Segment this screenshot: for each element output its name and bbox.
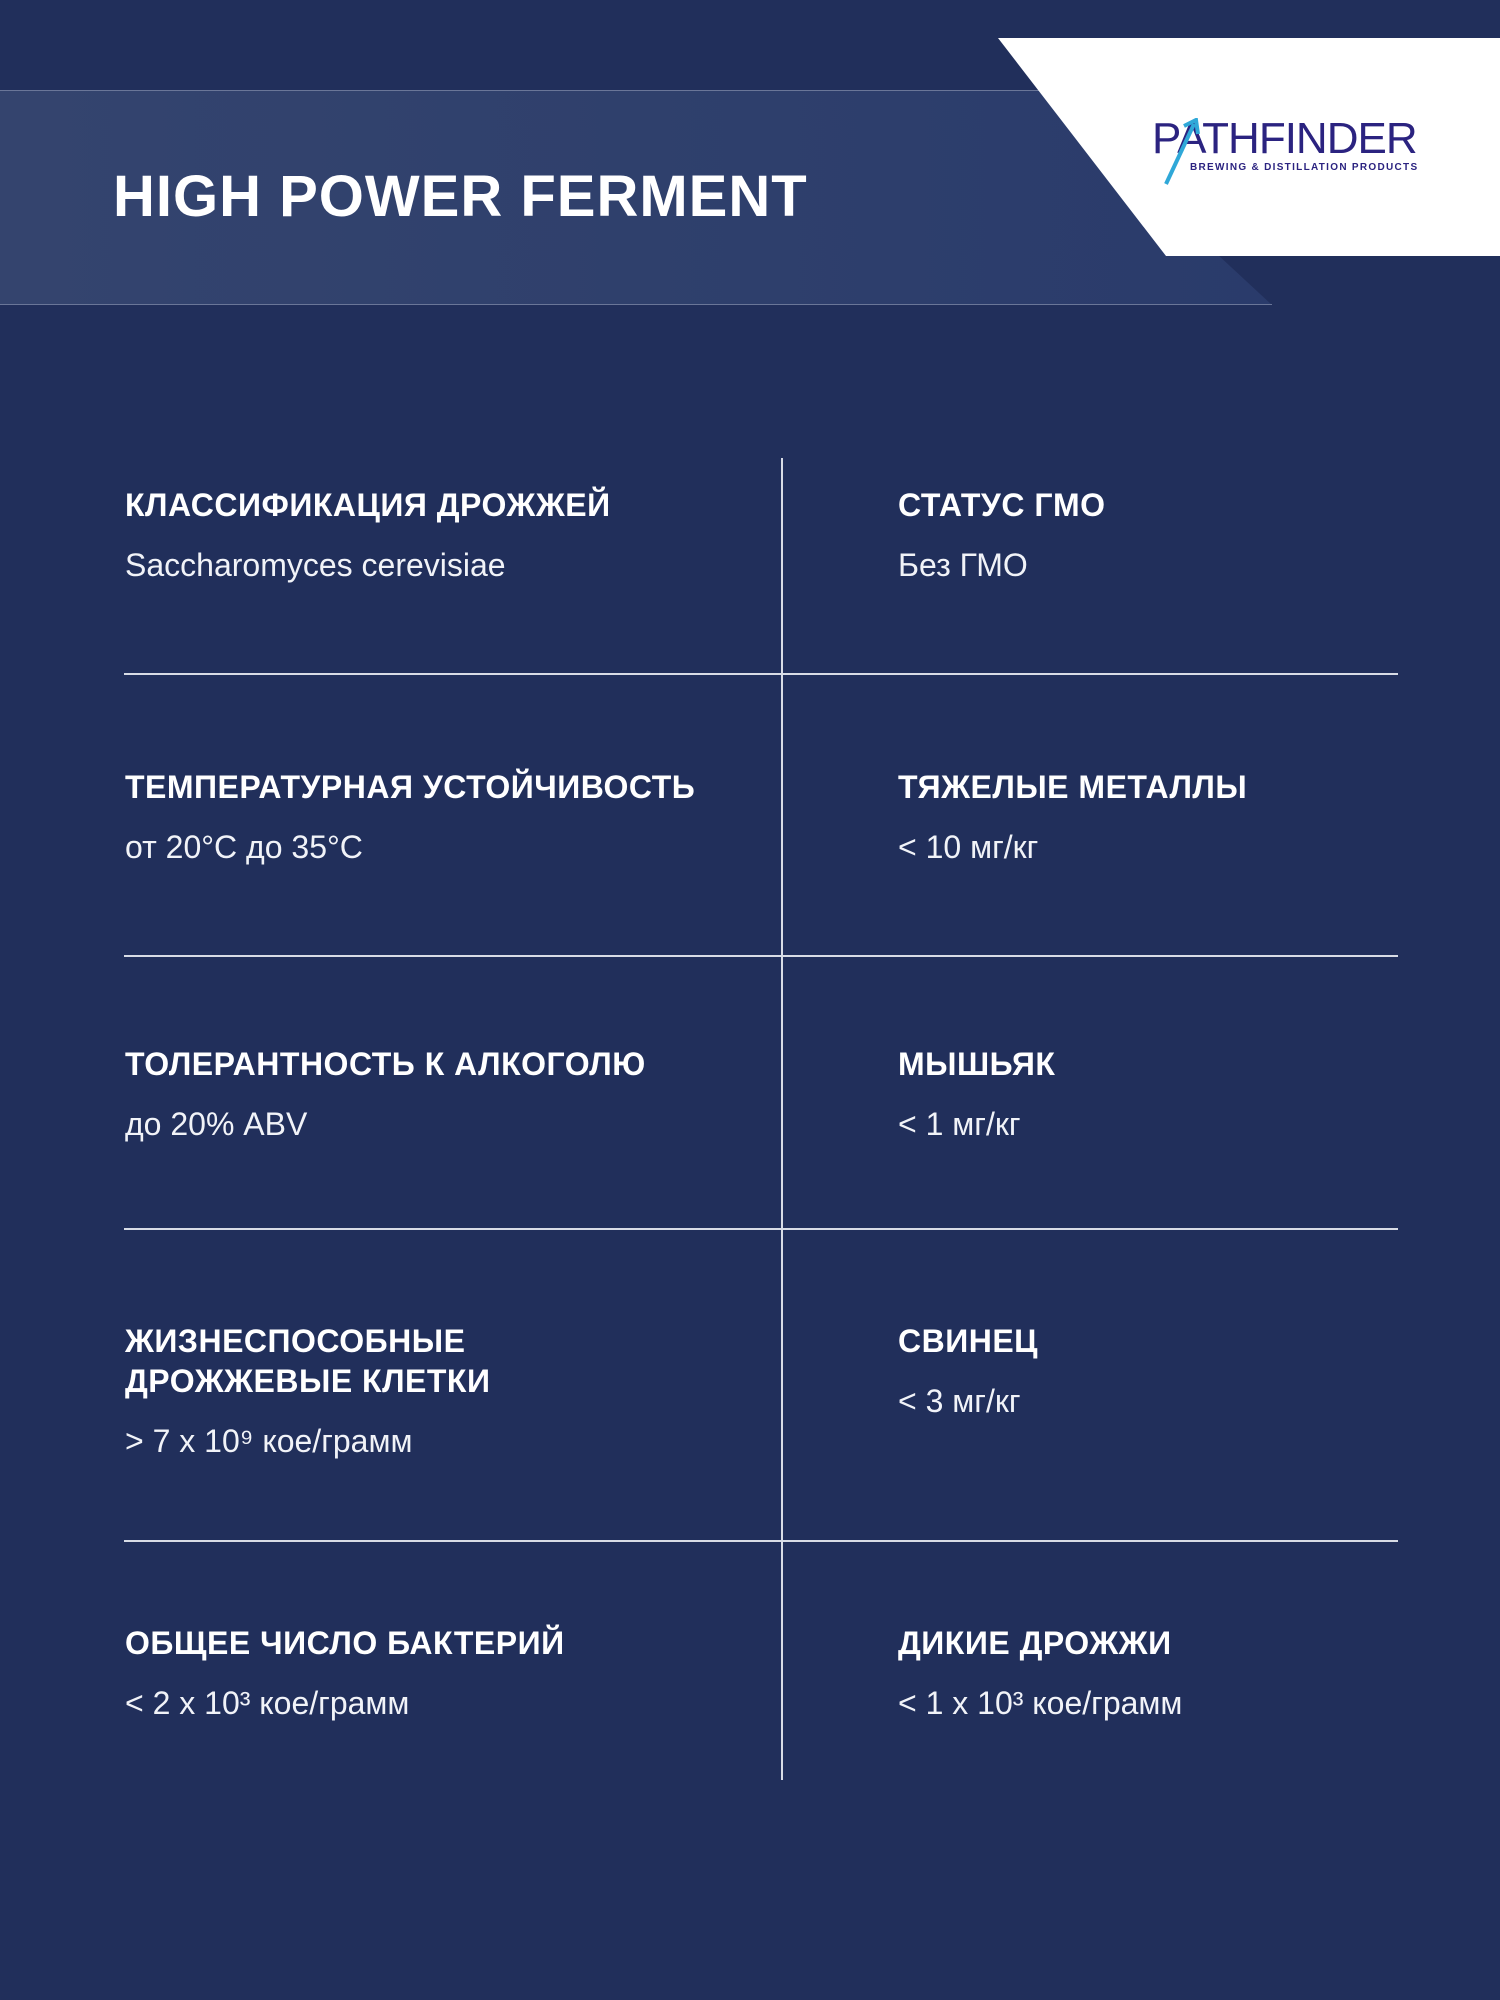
- spec-total-bacteria: [125, 1623, 765, 1723]
- row-divider: [124, 673, 1398, 675]
- spec-label: ТЯЖЕЛЫЕ МЕТАЛЛЫ: [898, 769, 1248, 805]
- banner-top-border: [0, 90, 1040, 91]
- spec-value: < 3 мг/кг: [898, 1383, 1021, 1419]
- spec-value: < 2 x 10³ кое/грамм: [125, 1685, 410, 1721]
- spec-value: до 20% ABV: [125, 1106, 308, 1142]
- spec-label: МЫШЬЯК: [898, 1046, 1056, 1082]
- spec-label: СВИНЕЦ: [898, 1323, 1039, 1359]
- spec-label: ТОЛЕРАНТНОСТЬ К АЛКОГОЛЮ: [125, 1046, 646, 1082]
- spec-arsenic: [898, 1044, 1500, 1144]
- logo-arrow-icon: [1160, 118, 1220, 188]
- spec-yeast-classification: [125, 485, 765, 585]
- spec-value: Saccharomyces cerevisiae: [125, 547, 506, 583]
- spec-label: ОБЩЕЕ ЧИСЛО БАКТЕРИЙ: [125, 1625, 565, 1661]
- row-divider: [124, 955, 1398, 957]
- spec-lead: [898, 1321, 1500, 1421]
- spec-label: КЛАССИФИКАЦИЯ ДРОЖЖЕЙ: [125, 487, 611, 523]
- page-title: HIGH POWER FERMENT: [113, 164, 808, 229]
- column-divider: [781, 458, 783, 1780]
- spec-value: > 7 x 10⁹ кое/грамм: [125, 1423, 413, 1459]
- spec-value: < 1 мг/кг: [898, 1106, 1021, 1142]
- spec-label: СТАТУС ГМО: [898, 487, 1106, 523]
- spec-heavy-metals: [898, 767, 1500, 867]
- spec-label: ДИКИЕ ДРОЖЖИ: [898, 1625, 1172, 1661]
- spec-value: Без ГМО: [898, 547, 1028, 583]
- spec-value: от 20°С до 35°С: [125, 829, 363, 865]
- spec-alcohol-tolerance: [125, 1044, 765, 1144]
- row-divider: [124, 1228, 1398, 1230]
- spec-wild-yeast: [898, 1623, 1500, 1723]
- banner-bottom-border: [0, 304, 1272, 305]
- spec-gmo-status: [898, 485, 1500, 585]
- spec-viable-yeast-cells: [125, 1321, 665, 1461]
- brand-logo-tagline: BREWING & DISTILLATION PRODUCTS: [1190, 162, 1419, 173]
- spec-label: ЖИЗНЕСПОСОБНЫЕ ДРОЖЖЕВЫЕ КЛЕТКИ: [125, 1323, 491, 1399]
- spec-value: < 10 мг/кг: [898, 829, 1039, 865]
- row-divider: [124, 1540, 1398, 1542]
- spec-temperature-tolerance: [125, 767, 765, 867]
- spec-label: ТЕМПЕРАТУРНАЯ УСТОЙЧИВОСТЬ: [125, 769, 696, 805]
- brand-logo-wordmark: PATHFINDER: [1152, 114, 1417, 163]
- spec-value: < 1 x 10³ кое/грамм: [898, 1685, 1183, 1721]
